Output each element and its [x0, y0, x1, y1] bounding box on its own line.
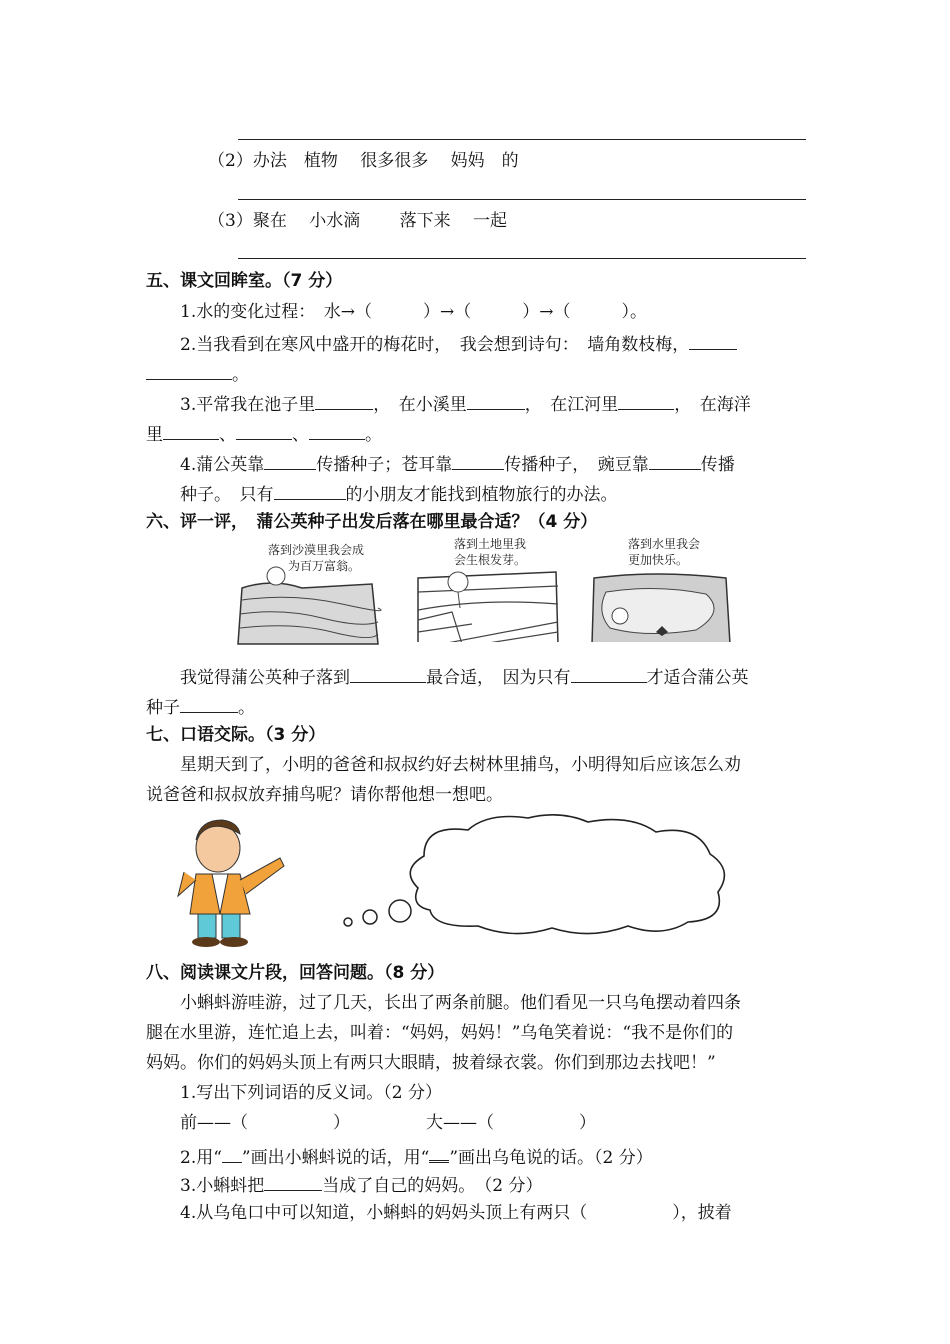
boy-illustration — [160, 810, 340, 950]
blank[interactable] — [264, 451, 316, 470]
question-8-2: 2.用“ ”画出小蝌蚪说的话，用“ ”画出乌龟说的话。（2 分） — [180, 1142, 653, 1169]
question-5-3-line1: 3.平常我在池子里 ， 在小溪里 ， 在江河里 ， 在海洋 — [180, 391, 751, 416]
blank[interactable] — [264, 1172, 322, 1191]
section-8-title: 八、阅读课文片段，回答问题。（8 分） — [146, 963, 445, 983]
question-5-2-line2: 。 — [146, 361, 249, 386]
question-5-4-line1: 4.蒲公英靠 传播种子；苍耳靠 传播种子， 豌豆靠 传播 — [180, 451, 735, 476]
blank[interactable] — [146, 361, 232, 380]
water-picture — [586, 532, 736, 642]
question-4-3: （3）聚在 小水滴 落下来 一起 — [208, 211, 508, 231]
blank[interactable] — [163, 421, 219, 440]
section-7-title: 七、口语交际。（3 分） — [146, 725, 326, 745]
question-8-3: 3.小蝌蚪把 当成了自己的妈妈。 （2 分） — [180, 1172, 542, 1197]
section-7-para-1: 星期天到了，小明的爸爸和叔叔约好去树林里捕鸟，小明得知后应该怎么劝 — [180, 755, 741, 775]
blank[interactable] — [571, 664, 647, 683]
section-5-title: 五、课文回眸室。（7 分） — [146, 271, 343, 291]
thought-cloud — [338, 810, 738, 940]
answer-line-2 — [238, 199, 806, 200]
section-6-title: 六、评一评， 蒲公英种子出发后落在哪里最合适？（4 分） — [146, 512, 598, 532]
double-underline-sample — [429, 1142, 449, 1163]
desert-picture — [232, 538, 382, 648]
underline-sample — [222, 1144, 242, 1163]
blank[interactable] — [309, 421, 365, 440]
blank[interactable] — [236, 421, 292, 440]
question-4-2: （2）办法 植物 很多很多 妈妈 的 — [208, 151, 519, 171]
question-8-1-a: 前——（ ） — [180, 1113, 350, 1133]
question-5-2-line1: 2.当我看到在寒风中盛开的梅花时， 我会想到诗句： 墙角数枝梅， — [180, 331, 737, 356]
blank[interactable] — [618, 391, 674, 410]
blank[interactable] — [689, 331, 737, 350]
question-6-answer-line2: 种子 。 — [146, 694, 255, 719]
blank[interactable] — [274, 481, 346, 500]
section-7-para-2: 说爸爸和叔叔放弃捕鸟呢？请你帮他想一想吧。 — [146, 785, 503, 805]
water-caption-1: 落到水里我会 — [628, 537, 701, 551]
blank[interactable] — [180, 694, 238, 713]
question-5-1: 1.水的变化过程： 水→（ ）→（ ）→（ ）。 — [180, 302, 647, 322]
blank[interactable] — [467, 391, 525, 410]
water-caption-2: 更加快乐。 — [628, 553, 689, 567]
blank[interactable] — [452, 451, 504, 470]
soil-caption-2: 会生根发芽。 — [454, 553, 527, 567]
desert-caption-2: 为百万富翁。 — [288, 559, 361, 573]
section-8-para-1: 小蝌蚪游哇游，过了几天，长出了两条前腿。他们看见一只乌龟摆动着四条 — [180, 993, 741, 1013]
blank[interactable] — [315, 391, 373, 410]
question-8-1-b: 大——（ ） — [426, 1113, 596, 1133]
answer-line-1 — [238, 139, 806, 140]
question-8-1: 1.写出下列词语的反义词。（2 分） — [180, 1083, 442, 1103]
question-5-3-line2: 里 、 、 。 — [146, 421, 382, 446]
section-8-para-3: 妈妈。你们的妈妈头顶上有两只大眼睛，披着绿衣裳。你们到那边去找吧！” — [146, 1053, 716, 1073]
desert-caption-1: 落到沙漠里我会成 — [268, 543, 365, 557]
answer-line-3 — [238, 258, 806, 259]
soil-picture — [412, 532, 562, 642]
blank[interactable] — [350, 664, 426, 683]
section-8-para-2: 腿在水里游，连忙追上去，叫着：“妈妈，妈妈！”乌龟笑着说：“我不是你们的 — [146, 1023, 734, 1043]
soil-caption-1: 落到土地里我 — [454, 537, 527, 551]
question-8-4: 4.从乌龟口中可以知道，小蝌蚪的妈妈头顶上有两只（ ），披着 — [180, 1203, 732, 1223]
blank[interactable] — [649, 451, 701, 470]
question-5-4-line2: 种子。 只有 的小朋友才能找到植物旅行的办法。 — [180, 481, 618, 506]
question-6-answer-line1: 我觉得蒲公英种子落到 最合适， 因为只有 才适合蒲公英 — [180, 664, 749, 689]
